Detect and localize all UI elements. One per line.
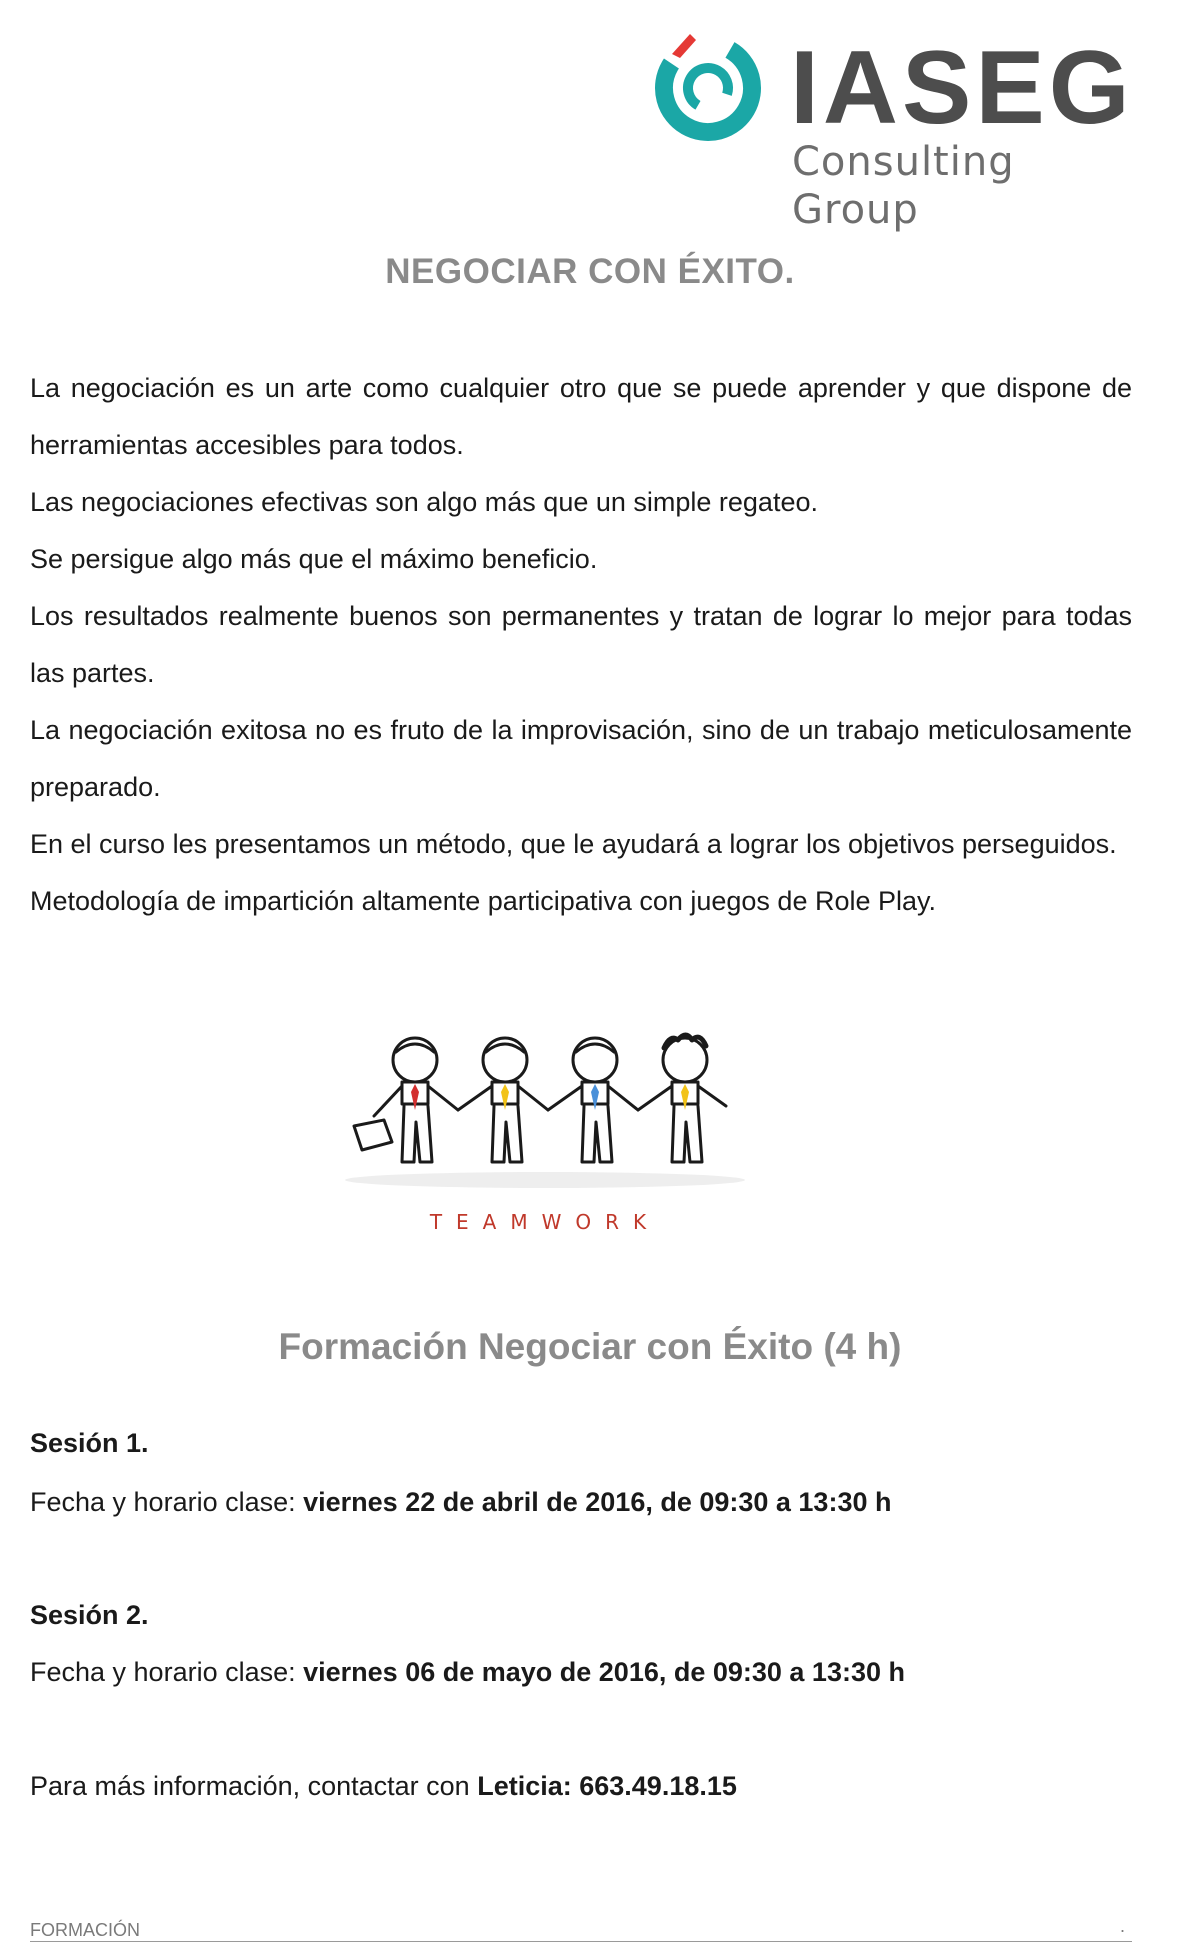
paragraph: La negociación exitosa no es fruto de la improvisación, sino de un trabajo meticulosamente preparado. <box>30 715 1132 802</box>
footer-mark: . <box>1120 1916 1126 1936</box>
paragraph: La negociación es un arte como cualquier otro que se puede aprender y que dispone de herramientas accesibles para todos. <box>30 373 1132 460</box>
session-1-schedule <box>30 1487 891 1518</box>
teamwork-people-icon <box>330 1030 760 1200</box>
paragraph: Se persigue algo más que el máximo beneficio. <box>30 544 598 574</box>
paragraph: En el curso les presentamos un método, que le ayudará a lograr los objetivos perseguidos. <box>30 829 1117 859</box>
paragraph: Las negociaciones efectivas son algo más que un simple regateo. <box>30 487 818 517</box>
contact-line <box>30 1771 737 1802</box>
logo-tagline: Consulting Group <box>792 139 1015 233</box>
schedule-label: Fecha y horario clase: <box>30 1487 304 1517</box>
body-text <box>30 360 1132 930</box>
session-2-heading: Sesión 2. <box>30 1600 149 1630</box>
schedule-label: Fecha y horario clase: <box>30 1657 304 1687</box>
footer-label: FORMACIÓN <box>30 1920 140 1940</box>
page-title: NEGOCIAR CON ÉXITO. <box>385 252 795 291</box>
teamwork-caption: TEAMWORK <box>429 1210 661 1234</box>
course-title: Formación Negociar con Éxito (4 h) <box>278 1326 902 1367</box>
session-2-schedule <box>30 1657 905 1688</box>
company-logo <box>650 30 1134 233</box>
footer-divider <box>30 1941 1132 1942</box>
logo-ring-icon <box>650 30 766 146</box>
paragraph: Metodología de impartición altamente participativa con juegos de Role Play. <box>30 886 937 916</box>
paragraph: Los resultados realmente buenos son permanentes y tratan de lograr lo mejor para todas las partes. <box>30 601 1132 688</box>
contact-label: Para más información, contactar con <box>30 1771 478 1801</box>
schedule-value: viernes 06 de mayo de 2016, de 09:30 a 13:30 h <box>303 1657 905 1687</box>
contact-value: Leticia: 663.49.18.15 <box>477 1771 737 1801</box>
logo-name: IASEG <box>790 30 1134 146</box>
schedule-value: viernes 22 de abril de 2016, de 09:30 a 13:30 h <box>303 1487 892 1517</box>
teamwork-illustration <box>330 1030 760 1260</box>
session-1-heading: Sesión 1. <box>30 1428 149 1458</box>
